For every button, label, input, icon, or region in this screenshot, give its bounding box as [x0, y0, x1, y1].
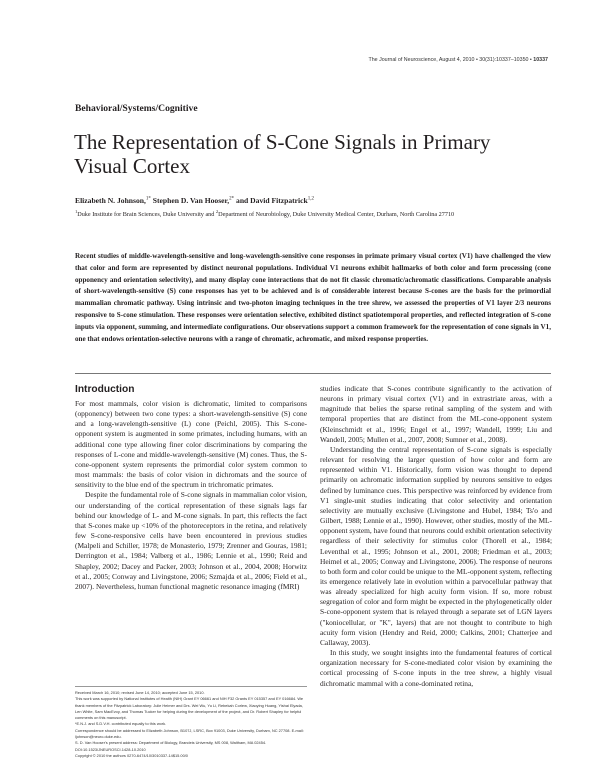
footnote-correspondence: Correspondence should be addressed to Elizabeth Johnson, B107J, LSRC, Box 91003, Duke University, Durham, NC 27708. E-mail: ljohnson@neuro.duke.edu.	[75, 727, 304, 740]
affil-2-sup: 2	[215, 209, 219, 214]
right-column	[320, 384, 552, 689]
author-3-sup: 1,2	[307, 196, 314, 202]
author-list	[75, 196, 555, 205]
author-2-sup: 2*	[229, 196, 235, 202]
body-paragraph: studies indicate that S-cones contribute significantly to the activation of neurons in primary visual cortex (V1) and in extrastriate areas, with a magnitude that belies the sparse retinal sampling of the system and with temporal properties that are distinct from the ML-cone-opponent system (Kleinschmidt et al., 1996; Engel et al., 1997; Wandell, 1999; Liu and Wandell, 2005; Mullen et al., 2007, 2008; Sumner et al., 2008).	[320, 384, 552, 444]
body-paragraph: For most mammals, color vision is dichromatic, limited to comparisons (opponency) between two cone types: a short-wavelength-sensitive (S) cone and a long-wavelength-sensitive (L) cone (Peichl, 2005). This S-cone-opponent system is augmented in some primates, including humans, with an additional cone type allowing finer color discriminations by comparing the responses of L-cone and middle-wavelength-sensitive (M) cones. Thus, the S-cone-opponent system represents the primordial color system common to most mammals: the basis of color vision in dichromats and the source of sensitivity to the blue end of the spectrum in trichromatic primates.	[75, 399, 307, 490]
footnote-funding: This work was supported by National Institutes of Health (NIH) Grant EY 06661 and NIH F32 Grants EY 015357 and EY 016684. We thank members of the Fitzpatrick Laboratory: Julie Heimer and Drs. Wei Wu, Yu Li, Rebekah Corlew, Xiaoying Huang, Yishai Elyada, Len White, Sam MacEvoy, and Thomas Tucker for helping during the development of the project, and Dr. Robert Shapley for helpful comments on this manuscript.	[75, 696, 304, 721]
footnote-doi: DOI:10.1523/JNEUROSCI.1428-10.2010	[75, 746, 146, 752]
footnotes	[75, 690, 307, 759]
intro-heading: Introduction	[75, 384, 135, 395]
footnote-equal-contribution: *E.N.J. and S.D.V.H. contributed equally to this work.	[75, 721, 167, 727]
footnote-address: S. D. Van Hooser's present address: Department of Biology, Brandeis University, MS 008, Waltham, MA 02454.	[75, 740, 267, 746]
running-head-journal: The Journal of Neuroscience, August 4, 2010 • 30(31):10337–10350 •	[368, 57, 534, 63]
footnote-received: Received March 16, 2010; revised June 14, 2010; accepted June 15, 2010.	[75, 690, 205, 695]
author-2: Stephen D. Van Hooser,	[150, 196, 230, 205]
body-paragraph: Despite the fundamental role of S-cone signals in mammalian color vision, our understanding of the cortical representation of these signals lags far behind our knowledge of L- and M-cone signals. In part, this reflects the fact that S-cones make up <10% of the photoreceptors in the retina, and relatively few S-cone-responsive cells have been encountered in previous studies (Malpeli and Schiller, 1978; de Monasterio, 1979; Zrenner and Gouras, 1981; Derrington et al., 1984; Valberg et al., 1986; Lennie et al., 1990; Reid and Shapley, 2002; Dacey and Packer, 2003; Johnson et al., 2004, 2008; Horwitz et al., 2005; Conway and Livingstone, 2006; Szmajda et al., 2006; Field et al., 2007). Nevertheless, human functional magnetic resonance imaging (fMRI)	[75, 490, 307, 591]
affil-1-sup: 1	[75, 209, 78, 214]
article-title: The Representation of S-Cone Signals in Primary Visual Cortex	[74, 130, 491, 178]
affil-1: Duke Institute for Brain Sciences, Duke University and	[77, 211, 216, 219]
abstract: Recent studies of middle-wavelength-sensitive and long-wavelength-sensitive cone responses in primate primary visual cortex (V1) have challenged the view that color and form are represented by distinct neuronal populations. Individual V1 neurons exhibit hallmarks of both color and form processing (cone opponency and orientation selectivity), and many display cone interactions that do not fit classic chromatic/achromatic classifications. Comparable analysis of short-wavelength-sensitive (S) cone responses has yet to be achieved and is of considerable interest because S-cones are the basis for the primordial mammalian chromatic pathway. Using intrinsic and two-photon imaging techniques in the tree shrew, we assessed the properties of V1 layer 2/3 neurons responsive to S-cone stimulation. These responses were orientation selective, exhibited distinct spatiotemporal properties, and reflected integration of S-cone inputs via opponent, summing, and intermediate configurations. Our observations support a common framework for the representation of cone signals in V1, one that endows orientation-selective neurons with a range of chromatic, achromatic, and mixed response properties.	[75, 252, 551, 343]
left-column	[75, 383, 307, 592]
section-label: Behavioral/Systems/Cognitive	[75, 103, 198, 114]
author-1-sup: 1*	[145, 196, 151, 202]
affil-2: Department of Neurobiology, Duke University Medical Center, Durham, North Carolina 27710	[218, 211, 455, 219]
affiliations	[75, 209, 555, 218]
body-paragraph: In this study, we sought insights into the fundamental features of cortical organization necessary for S-cone-mediated color vision by examining the cortical processing of S-cone inputs in the tree shrew, a highly visual dichromatic mammal with a cone-dominated retina,	[320, 648, 552, 688]
body-paragraph: Understanding the central representation of S-cone signals is especially relevant for resolving the larger question of how color and form are represented within V1. Historically, form vision was thought to depend primarily on achromatic information supplied by neurons sensitive to edges defined by luminance cues. This perspective was reinforced by evidence from V1 single-unit studies indicating that color selectivity and orientation selectivity are mutually exclusive (Livingstone and Hubel, 1984; Ts'o and Gilbert, 1988; Lennie et al., 1990). However, other studies, mostly of the ML-opponent system, have found that neurons could exhibit orientation selectivity regardless of their selectivity for stimulus color (Thorell et al., 1984; Leventhal et al., 1995; Johnson et al., 2001, 2008; Friedman et al., 2003; Heimel et al., 2005; Conway and Livingstone, 2006). The response of neurons to both form and color could be unique to the ML-opponent system, reflecting its emergence relatively late in evolution within a parvocellular pathway that was already specialized for high acuity form vision. If so, more robust segregation of color and form might be expected in the phylogenetically older S-cone-opponent system that is relayed through a separate set of LGN layers ("koniocellular, or "K", layers) that are not thought to contribute to high acuity form vision (Hendry and Reid, 2000; Calkins, 2001; Chatterjee and Callaway, 2003).	[320, 444, 552, 647]
footnote-divider	[75, 686, 307, 687]
abstract-divider	[75, 373, 551, 374]
page-number: 10337	[533, 57, 548, 63]
author-3: and David Fitzpatrick	[234, 196, 308, 205]
footnote-copyright: Copyright © 2010 the authors 0270-6474/10/3010337-14$15.00/0	[75, 752, 188, 758]
running-head	[300, 57, 548, 63]
author-1: Elizabeth N. Johnson,	[75, 196, 146, 205]
